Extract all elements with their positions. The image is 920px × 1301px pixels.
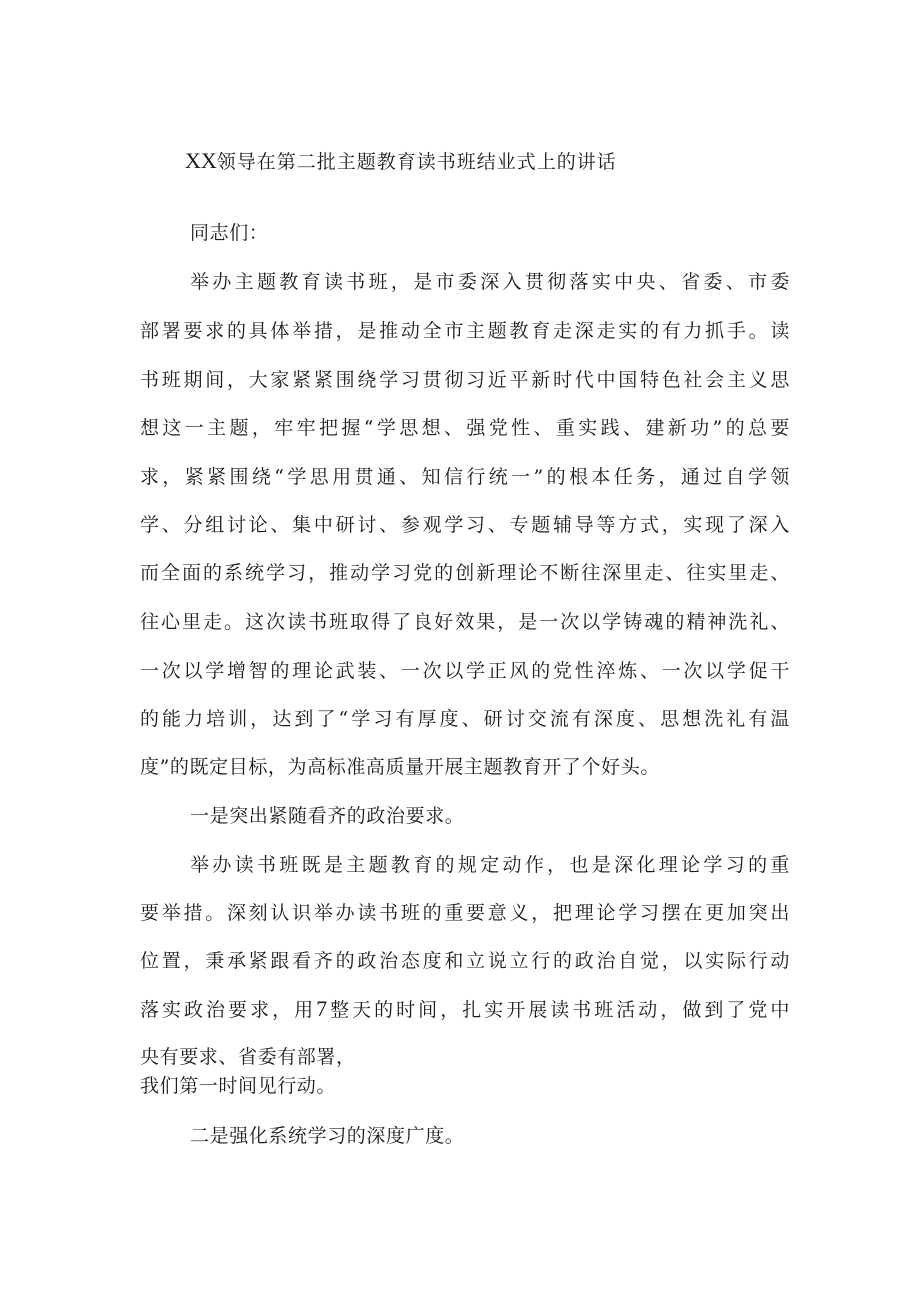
salutation: 同志们： (190, 222, 269, 244)
paragraph-line: 书班期间，大家紧紧围绕学习贯彻习近平新时代中国特色社会主义思 (140, 369, 790, 391)
paragraph-line (140, 995, 790, 1024)
paragraph-line: 度”的既定目标，为高标准高质量开展主题教育开了个好头。 (140, 756, 660, 778)
section-heading-2: 二是强化系统学习的深度广度。 (190, 1125, 465, 1147)
paragraph-segment: 整天的时间，扎实开展读书班活动，做到了党中 (327, 999, 790, 1021)
paragraph-line: 往心里走。这次读书班取得了良好效果，是一次以学铸魂的精神洗礼、 (140, 611, 790, 633)
document-title (185, 146, 825, 177)
paragraph-line: 央有要求、省委有部署， (140, 1046, 356, 1068)
paragraph-line: 学、分组讨论、集中研讨、参观学习、专题辅导等方式，实现了深入 (140, 514, 790, 536)
paragraph-line: 求，紧紧围绕“学思用贯通、知信行统一”的根本任务，通过自学领 (140, 466, 790, 488)
paragraph-line: 一次以学增智的理论武装、一次以学正风的党性淬炼、一次以学促干 (140, 660, 790, 682)
paragraph-line: 部署要求的具体举措，是推动全市主题教育走深走实的有力抓手。读 (140, 320, 790, 342)
paragraph-line: 要举措。深刻认识举办读书班的重要意义，把理论学习摆在更加突出 (140, 902, 790, 924)
title-prefix: XX (185, 148, 217, 173)
paragraph-line: 而全面的系统学习，推动学习党的创新理论不断往深里走、往实里走、 (140, 562, 790, 584)
paragraph-line: 举办主题教育读书班，是市委深入贯彻落实中央、省委、市委 (190, 271, 790, 293)
paragraph-line: 举办读书班既是主题教育的规定动作，也是深化理论学习的重 (190, 854, 790, 876)
day-count: 7 (316, 996, 328, 1021)
title-text: 领导在第二批主题教育读书班结业式上的讲话 (216, 151, 617, 173)
section-heading-1: 一是突出紧随看齐的政治要求。 (190, 805, 465, 827)
paragraph-line: 我们第一时间见行动。 (140, 1075, 337, 1097)
paragraph-segment: 落实政治要求，用 (140, 999, 317, 1021)
paragraph-line: 想这一主题，牢牢把握“学思想、强党性、重实践、建新功”的总要 (140, 417, 790, 439)
paragraph-line: 的能力培训，达到了“学习有厚度、研讨交流有深度、思想洗礼有温 (140, 708, 790, 730)
paragraph-line: 位置，秉承紧跟看齐的政治态度和立说立行的政治自觉，以实际行动 (140, 950, 790, 972)
